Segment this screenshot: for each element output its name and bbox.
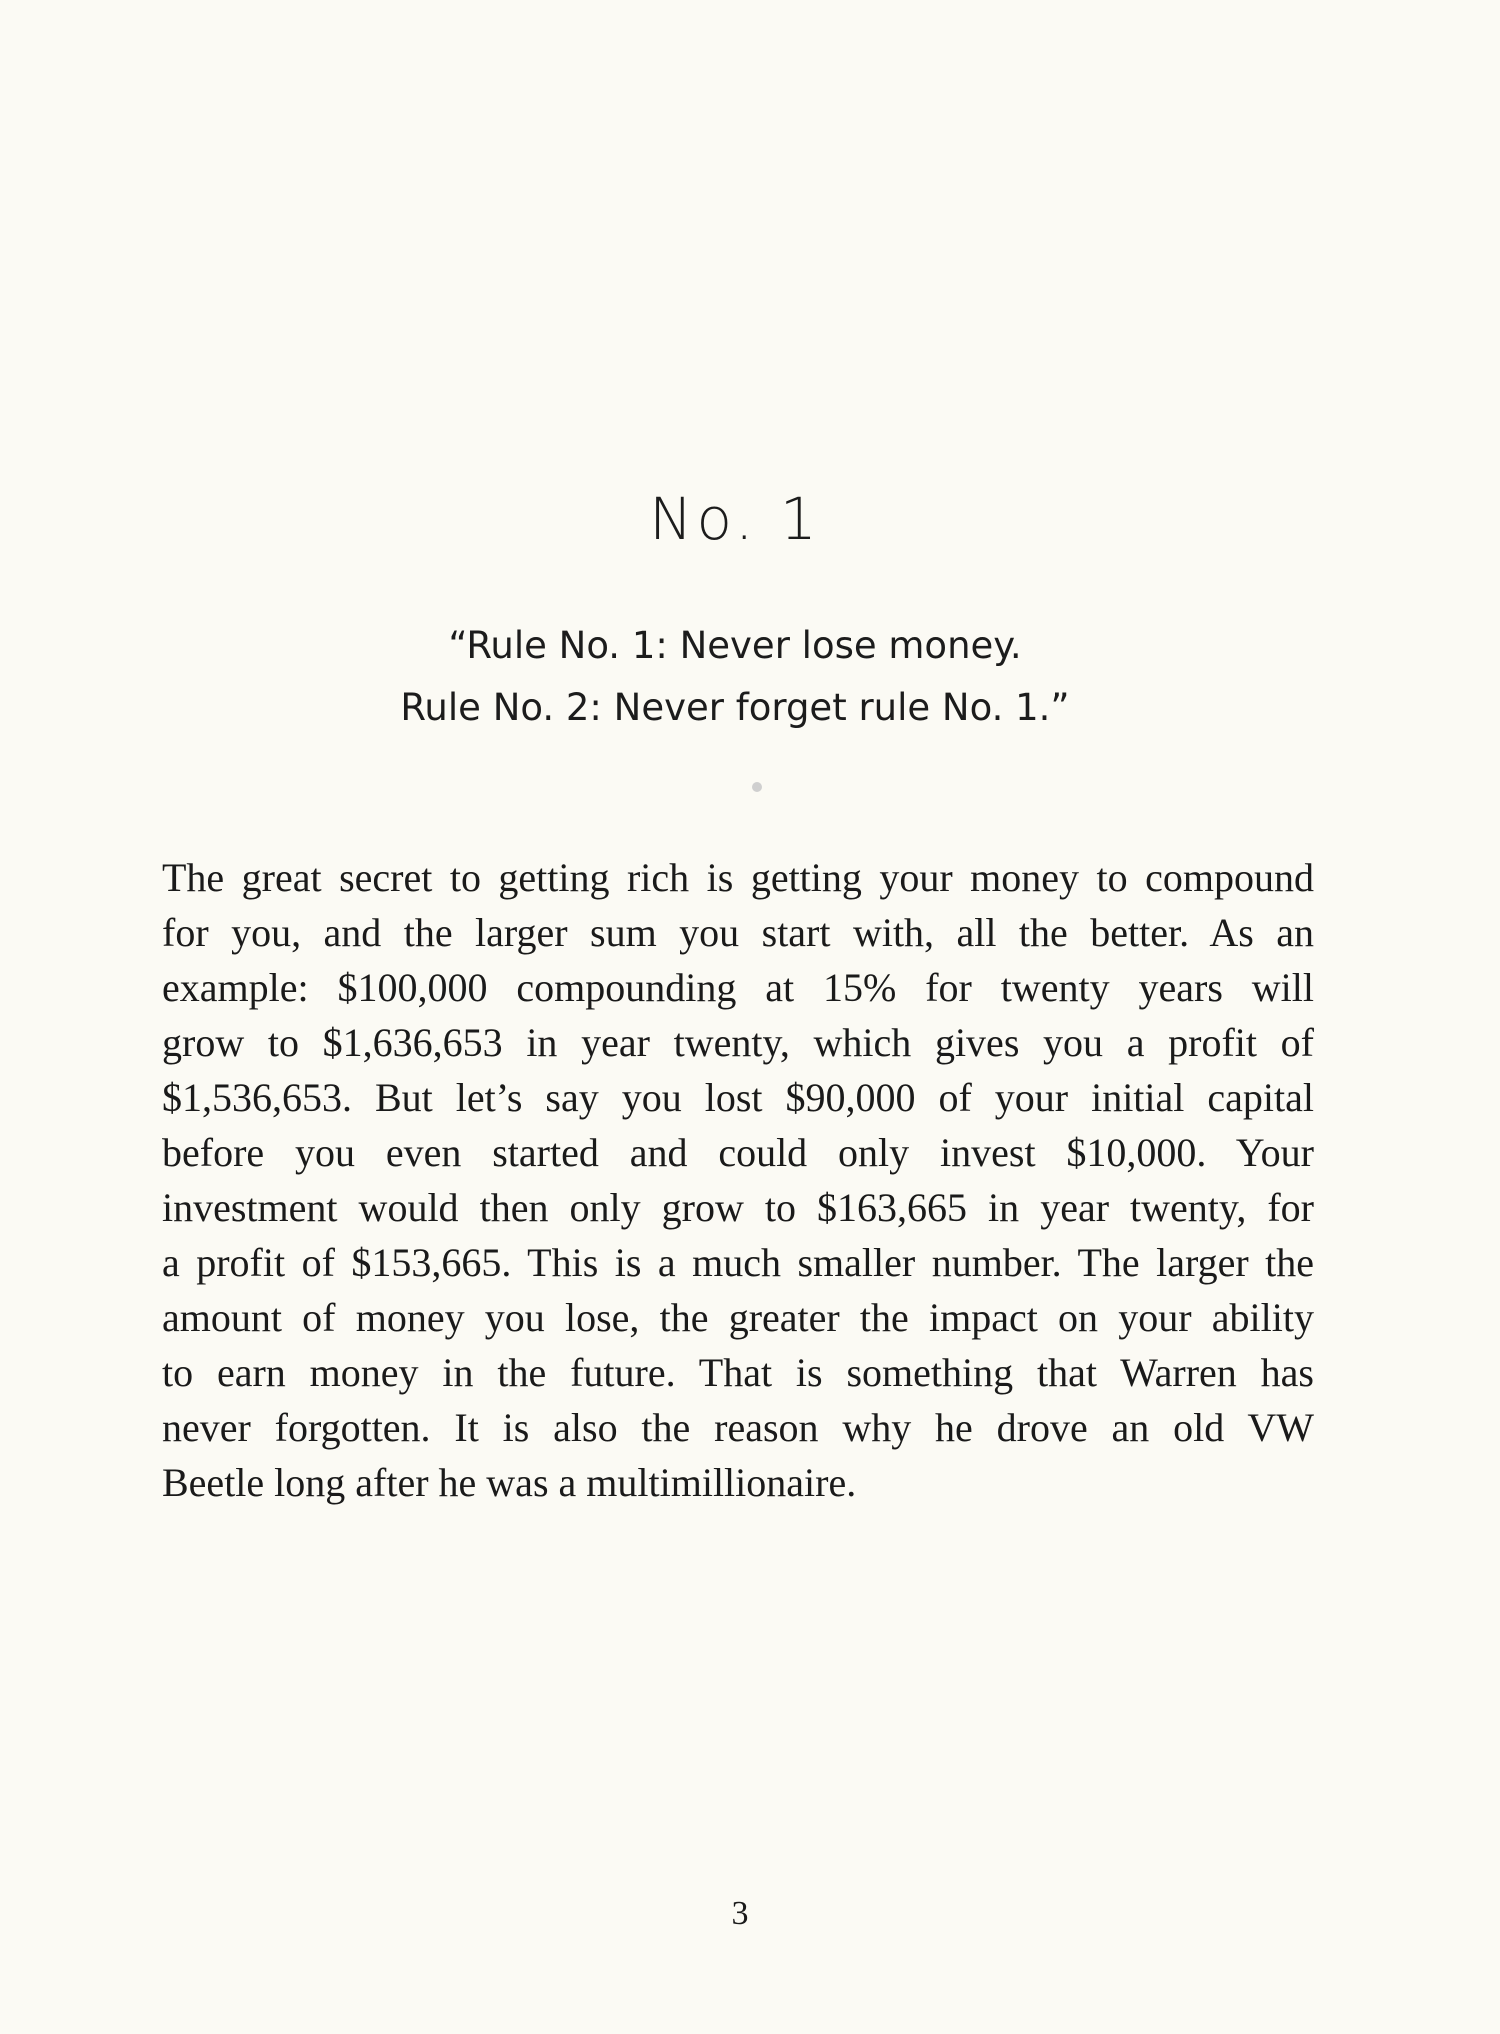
epigraph-quote	[0, 615, 1470, 739]
chapter-title: No. 1	[649, 485, 821, 553]
paragraph-line: investment would then only grow to $163,665 in year twenty, for	[162, 1185, 1314, 1230]
paragraph-line: $1,536,653. But let’s say you lost $90,000 of your initial capital	[162, 1075, 1314, 1120]
paragraph-line: never forgotten. It is also the reason why he drove an old VW	[162, 1405, 1314, 1450]
paragraph-line: for you, and the larger sum you start with, all the better. As an	[162, 910, 1314, 955]
epigraph-line: “Rule No. 1: Never lose money.	[448, 624, 1022, 667]
paragraph-line: Beetle long after he was a multimillionaire.	[162, 1460, 857, 1505]
paragraph-line: grow to $1,636,653 in year twenty, which gives you a profit of	[162, 1020, 1314, 1065]
paragraph-line: a profit of $153,665. This is a much smaller number. The larger the	[162, 1240, 1314, 1285]
paragraph-line: The great secret to getting rich is getting your money to compound	[162, 855, 1314, 900]
paragraph-line: before you even started and could only invest $10,000. Your	[162, 1130, 1314, 1175]
paragraph-line: to earn money in the future. That is something that Warren has	[162, 1350, 1314, 1395]
ornament-dot-icon	[752, 782, 762, 792]
epigraph-line: Rule No. 2: Never forget rule No. 1.”	[400, 686, 1070, 729]
body-paragraph	[162, 850, 1314, 1510]
paragraph-line: amount of money you lose, the greater the impact on your ability	[162, 1295, 1314, 1340]
paragraph-line: example: $100,000 compounding at 15% for twenty years will	[162, 965, 1314, 1010]
page-number: 3	[731, 1895, 749, 1932]
